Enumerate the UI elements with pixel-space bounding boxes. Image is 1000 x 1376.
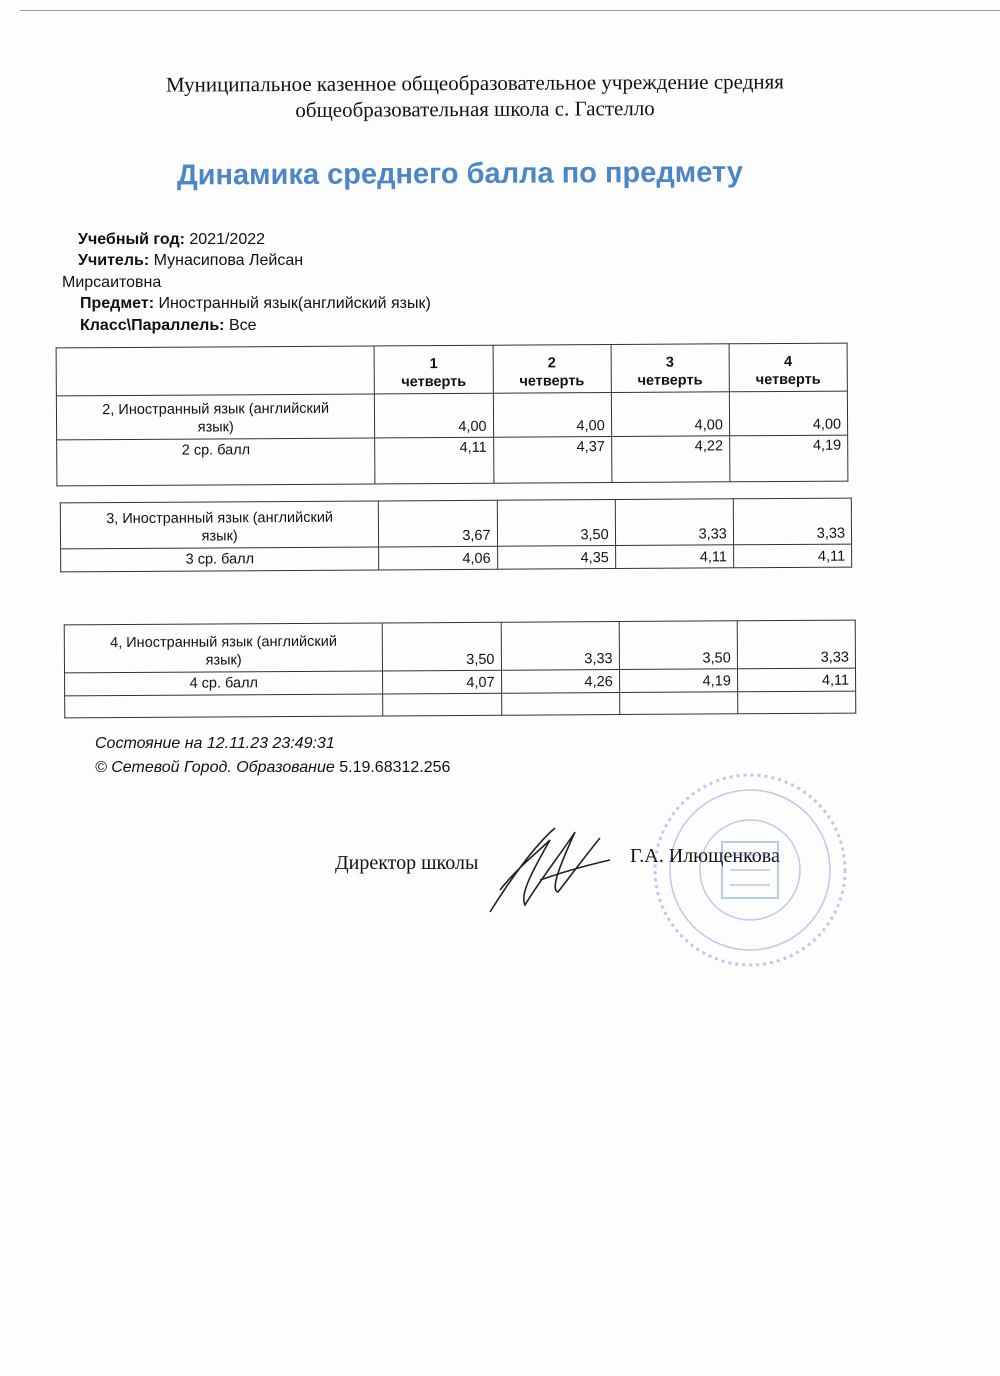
year-row [78,229,265,251]
value-cell: 4,11 [733,544,851,568]
value-cell: 3,33 [733,498,851,545]
empty-cell [65,694,384,718]
empty-cell [619,692,737,715]
value-cell: 4,35 [497,546,615,570]
copyright-text: © Сетевой Город. Образование [95,759,335,776]
table-row [60,498,851,549]
header-empty-cell [56,346,375,396]
value-cell: 3,33 [501,622,619,671]
value-cell: 4,19 [729,435,847,482]
version-text: 5.19.68312.256 [339,759,451,776]
row-label: 4 ср. балл [65,671,384,696]
header-q1: 1 четверть [374,345,492,394]
value-cell: 3,50 [497,500,615,547]
status-timestamp: Состояние на 12.11.23 23:49:31 [95,735,335,752]
subject-value: Иностранный язык(английский язык) [158,295,431,312]
director-title: Директор школы [335,852,479,874]
table-row [64,620,855,673]
grade-table-3 [64,620,857,719]
empty-cell [501,693,619,716]
school-name-line-2: общеобразовательная школа с. Гастелло [295,96,655,122]
value-cell: 4,07 [383,670,501,694]
status-block [95,732,450,780]
grade-table-2 [60,498,852,573]
value-cell: 4,11 [375,437,493,484]
class-label: Класс\Параллель: [80,317,225,334]
value-cell: 4,06 [379,546,497,570]
subject-label: Предмет: [80,295,155,312]
year-value: 2021/2022 [189,231,266,248]
value-cell: 3,50 [383,622,501,671]
value-cell: 4,00 [493,393,611,438]
table-row [56,391,847,440]
year-label: Учебный год: [78,231,185,248]
value-cell: 4,00 [611,392,729,437]
top-border-line [20,10,1000,11]
value-cell: 3,33 [615,499,733,546]
value-cell: 4,37 [493,437,611,484]
value-cell: 4,11 [737,668,855,692]
school-name-line-1: Муниципальное казенное общеобразовательное учреждение средняя [165,69,785,97]
grade-table-1 [56,343,849,487]
teacher-row [78,250,303,272]
signature-image [480,820,620,920]
table-header-row [56,343,847,396]
header-q3: 3 четверть [611,344,729,393]
table-row [57,435,848,486]
subject-row [80,293,431,315]
row-label: 3, Иностранный язык (английский язык) [60,501,379,549]
class-value: Все [228,317,257,334]
table-row-empty [65,691,856,718]
value-cell: 4,00 [729,391,847,436]
value-cell: 3,33 [737,620,855,669]
empty-cell [737,691,855,714]
value-cell: 4,00 [375,393,493,438]
value-cell: 4,26 [501,670,619,694]
school-name [60,68,890,124]
value-cell: 3,67 [379,500,497,547]
stamp-seal-icon [650,770,850,970]
value-cell: 3,50 [619,621,737,670]
teacher-value: Мунасипова Лейсан [153,252,304,269]
teacher-value-cont: Мирсаитовна [62,274,162,291]
page-title: Динамика среднего балла по предмету [176,156,744,192]
teacher-label: Учитель: [78,252,150,269]
value-cell: 4,19 [619,669,737,693]
row-label: 2, Иностранный язык (английский язык) [56,394,375,440]
row-label: 2 ср. балл [57,438,376,486]
director-name: Г.А. Илющенкова [630,845,780,867]
empty-cell [383,693,501,716]
header-q2: 2 четверть [493,345,611,394]
value-cell: 4,22 [611,436,729,483]
class-row [80,315,257,337]
header-q4: 4 четверть [729,343,847,392]
row-label: 3 ср. балл [61,547,380,572]
row-label: 4, Иностранный язык (английский язык) [64,623,383,673]
table-row [61,544,852,572]
value-cell: 4,11 [615,545,733,569]
